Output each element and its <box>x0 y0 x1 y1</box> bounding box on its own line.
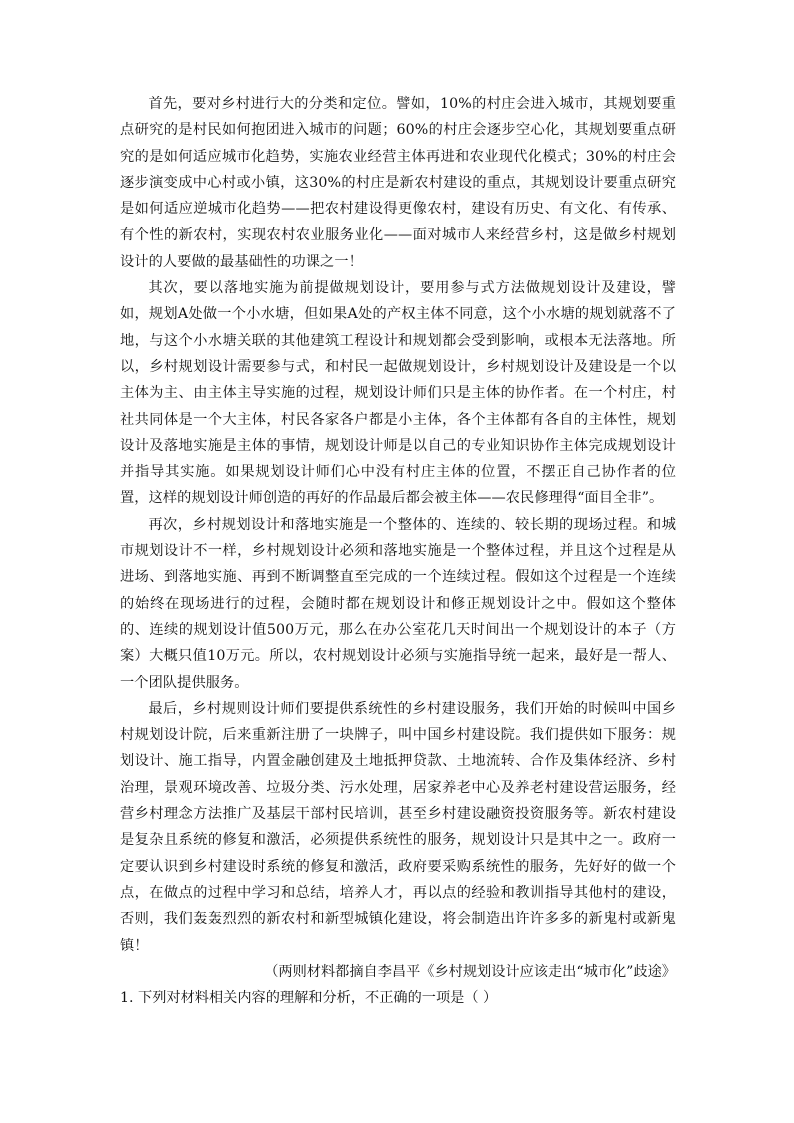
source-citation: （两则材料都摘自李昌平《乡村规划设计应该走出“城市化”歧途》 <box>264 963 676 980</box>
document-body <box>120 91 676 1011</box>
paragraph-2: 其次，要以落地实施为前提做规划设计，要用参与式方法做规划设计及建设，譬如，规划A处做一个小水塘，但如果A处的产权主体不同意，这个小水塘的规划就落不了地，与这个小水塘关联的其他建筑工程设计和规划都会受到影响，或根本无法落地。所以，乡村规划设计需要参与式，和村民一起做规划设计，乡村规划设计及建设是一个以主体为主、由主体主导实施的过程，规划设计师们只是主体的协作者。在一个村庄，村社共同体是一个大主体，村民各家各户都是小主体，各个主体都有各自的主体性，规划设计及落地实施是主体的事情，规划设计师是以自己的专业知识协作主体完成规划设计并指导其实施。如果规划设计师们心中没有村庄主体的位置，不摆正自己协作者的位置，这样的规划设计师创造的再好的作品最后都会被主体——农民修理得“面目全非”。 <box>120 280 676 507</box>
question-1: 1. 下列对材料相关内容的理解和分析，不正确的一项是（ ） <box>120 989 498 1006</box>
paragraph-3: 再次，乡村规划设计和落地实施是一个整体的、连续的、较长期的现场过程。和城市规划设计不一样，乡村规划设计必须和落地实施是一个整体过程，并且这个过程是从进场、到落地实施、再到不断调整直至完成的一个连续过程。假如这个过程是一个连续的始终在现场进行的过程，会随时都在规划设计和修正规划设计之中。假如这个整体的、连续的规划设计值500万元，那么在办公室花几天时间出一个规划设计的本子（方案）大概只值10万元。所以，农村规划设计必须与实施指导统一起来，最好是一帮人、一个团队提供服务。 <box>120 516 676 691</box>
paragraph-1: 首先，要对乡村进行大的分类和定位。譬如，10%的村庄会进入城市，其规划要重点研究的是村民如何抱团进入城市的问题；60%的村庄会逐步空心化，其规划要重点研究的是如何适应城市化趋势，实施农业经营主体再进和农业现代化模式；30%的村庄会逐步演变成中心村或小镇，这30%的村庄是新农村建设的重点，其规划设计要重点研究是如何适应逆城市化趋势——把农村建设得更像农村，建设有历史、有文化、有传承、有个性的新农村，实现农村农业服务业化——面对城市人来经营乡村，这是做乡村规划设计的人要做的最基础性的功课之一！ <box>120 96 676 270</box>
paragraph-4: 最后，乡村规则设计师们要提供系统性的乡村建设服务，我们开始的时候叫中国乡村规划设计院，后来重新注册了一块牌子，叫中国乡村建设院。我们提供如下服务：规划设计、施工指导，内置金融创建及土地抵押贷款、土地流转、合作及集体经济、乡村治理，景观环境改善、垃圾分类、污水处理，居家养老中心及养老村建设营运服务，经营乡村理念方法推广及基层干部村民培训，甚至乡村建设融资投资服务等。新农村建设是复杂且系统的修复和激活，必须提供系统性的服务，规划设计只是其中之一。政府一定要认识到乡村建设时系统的修复和激活，政府要采购系统性的服务，先好好的做一个点，在做点的过程中学习和总结，培养人才，再以点的经验和教训指导其他村的建设，否则，我们轰轰烈烈的新农村和新型城镇化建设，将会制造出许许多多的新鬼村或新鬼镇！ <box>120 700 676 954</box>
